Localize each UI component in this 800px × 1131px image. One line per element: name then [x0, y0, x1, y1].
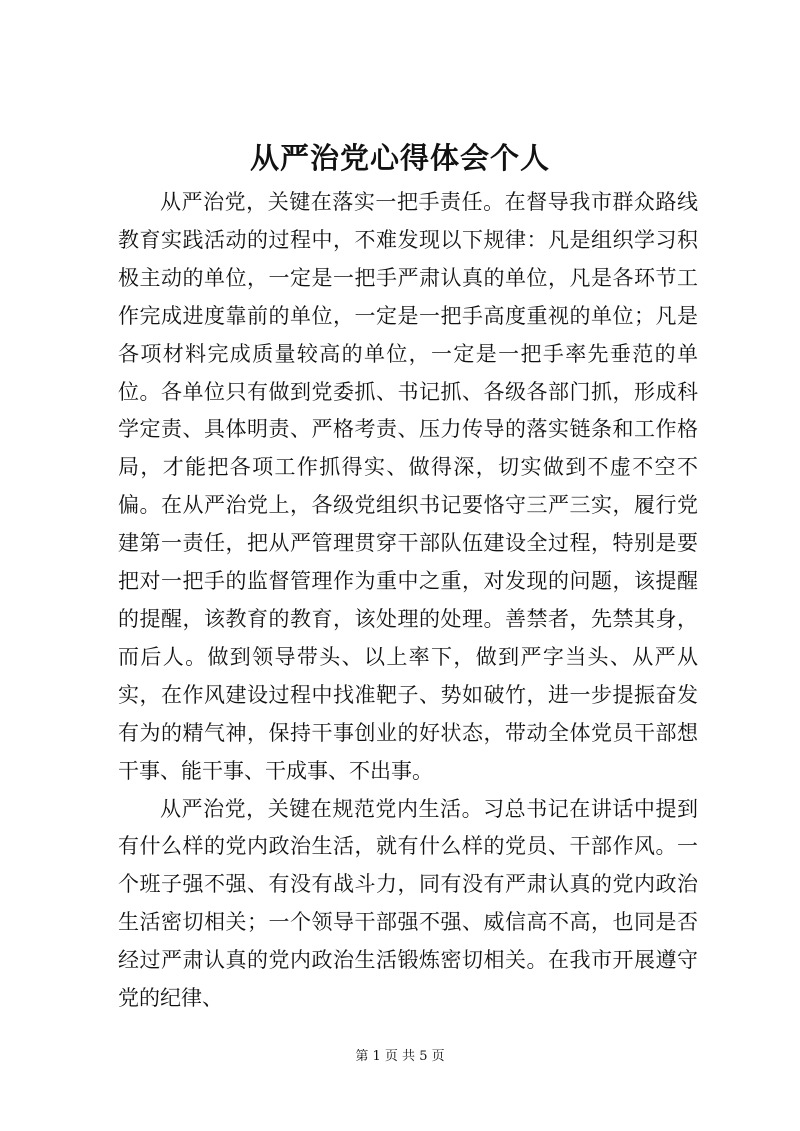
paragraph-2: 从严治党，关键在规范党内生活。习总书记在讲话中提到有什么样的党内政治生活，就有什么样的党员、干部作风。一个班子强不强、有没有战斗力，同有没有严肃认真的党内政治生活密切相关；一个领导干部强不强、威信高不高，也同是否经过严肃认真的党内政治生活锻炼密切相关。在我市开展遵守党的纪律、	[118, 796, 698, 1011]
page-title: 从严治党心得体会个人	[249, 141, 550, 175]
paragraph-1: 从严治党，关键在落实一把手责任。在督导我市群众路线教育实践活动的过程中，不难发现以下规律：凡是组织学习积极主动的单位，一定是一把手严肃认真的单位，凡是各环节工作完成进度靠前的单位，一定是一把手高度重视的单位；凡是各项材料完成质量较高的单位，一定是一把手率先垂范的单位。各单位只有做到党委抓、书记抓、各级各部门抓，形成科学定责、具体明责、严格考责、压力传导的落实链条和工作格局，才能把各项工作抓得实、做得深，切实做到不虚不空不偏。在从严治党上，各级党组织书记要恪守三严三实，履行党建第一责任，把从严管理贯穿干部队伍建设全过程，特别是要把对一把手的监督管理作为重中之重，对发现的问题，该提醒的提醒，该教育的教育，该处理的处理。善禁者，先禁其身，而后人。做到领导带头、以上率下，做到严字当头、从严从实，在作风建设过程中找准靶子、势如破竹，进一步提振奋发有为的精气神，保持干事创业的好状态，带动全体党员干部想干事、能干事、干成事、不出事。	[118, 190, 698, 783]
document-body	[118, 184, 698, 1018]
page-footer: 第 1 页 共 5 页	[355, 1049, 445, 1064]
